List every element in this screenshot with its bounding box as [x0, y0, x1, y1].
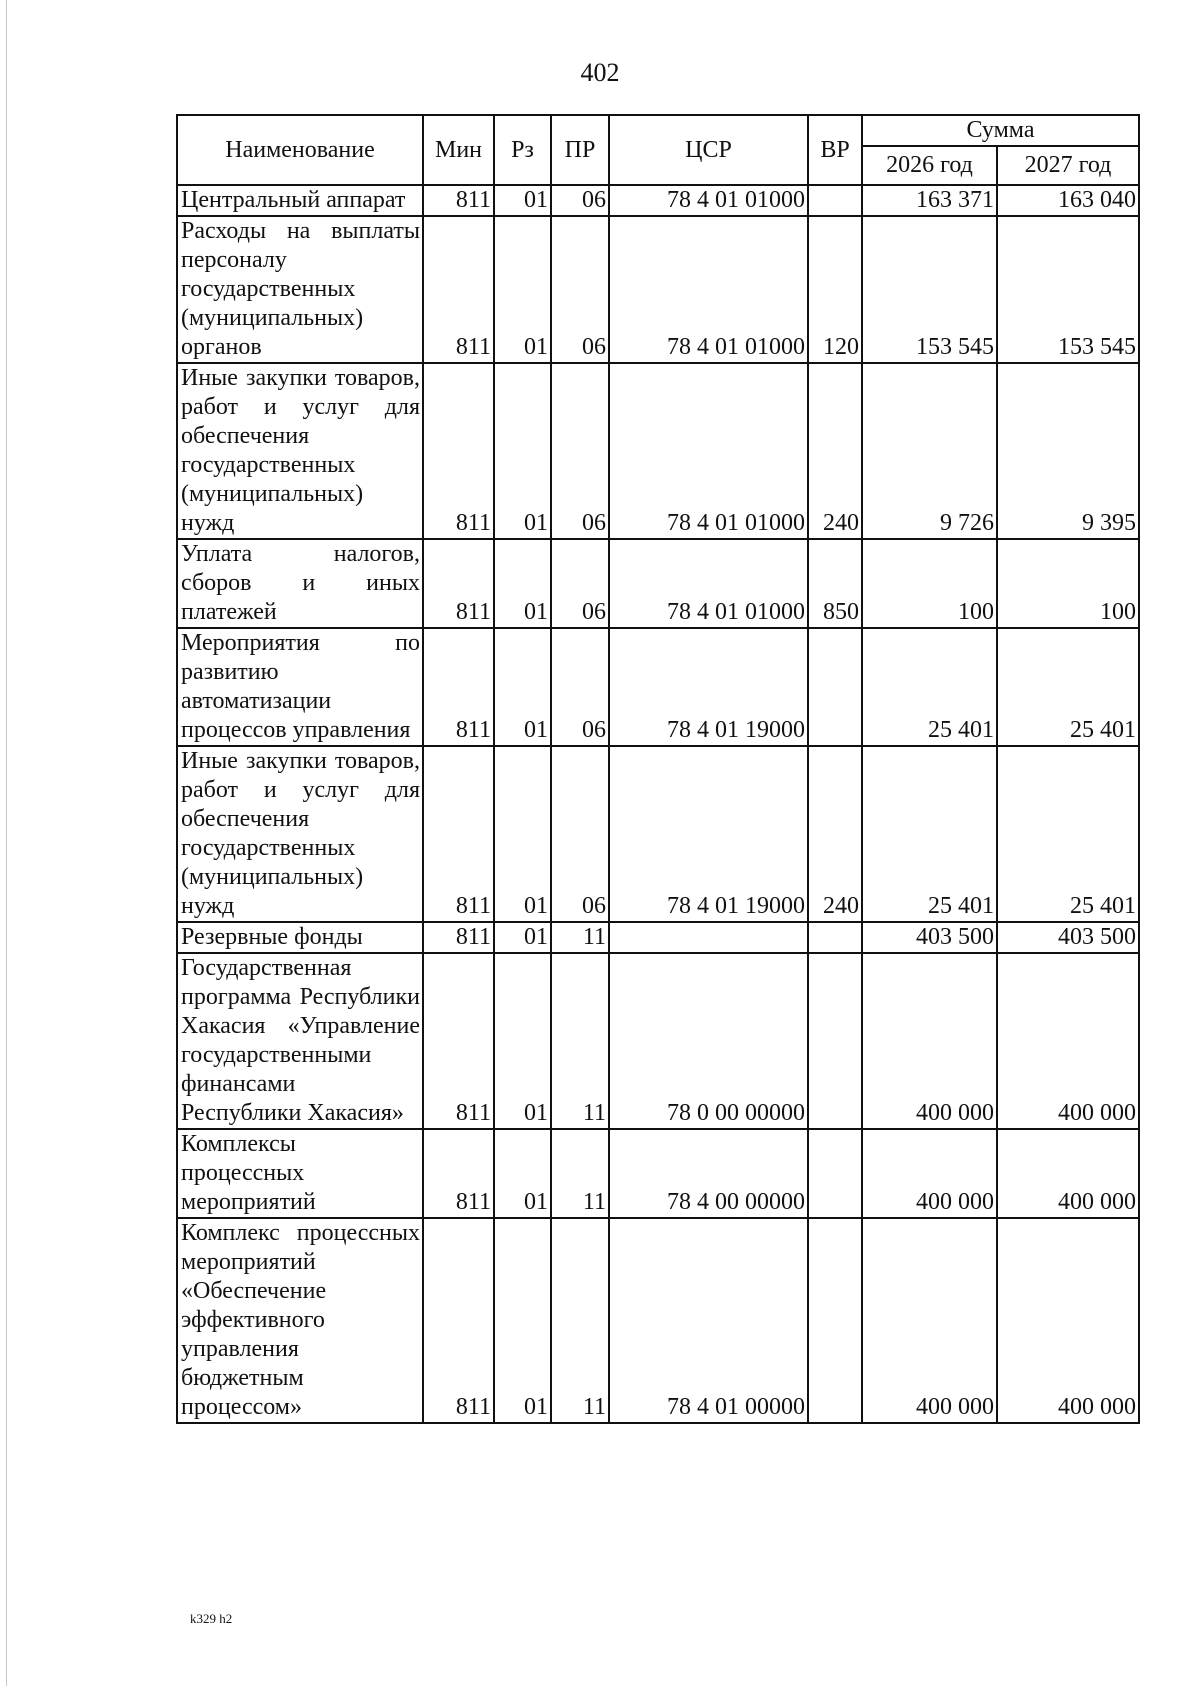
cell-vr: 120 — [808, 216, 862, 363]
cell-name: Мероприятия по развитию автоматизации процессов управления — [177, 628, 423, 746]
cell-name: Иные закупки товаров, работ и услуг для обеспечения государственных (муниципальных) нужд — [177, 746, 423, 922]
table-row — [177, 363, 1139, 539]
cell-sum-2027: 9 395 — [997, 363, 1139, 539]
cell-rz: 01 — [494, 363, 551, 539]
cell-sum-2027: 153 545 — [997, 216, 1139, 363]
cell-csr: 78 0 00 00000 — [609, 953, 808, 1129]
cell-min: 811 — [423, 539, 494, 628]
cell-sum-2026: 400 000 — [862, 1129, 997, 1218]
header-rz: Рз — [494, 115, 551, 185]
cell-rz: 01 — [494, 1218, 551, 1423]
table-row — [177, 628, 1139, 746]
cell-vr — [808, 922, 862, 953]
cell-rz: 01 — [494, 1129, 551, 1218]
cell-sum-2027: 25 401 — [997, 628, 1139, 746]
footer-code: k329 h2 — [190, 1611, 233, 1626]
header-csr: ЦСР — [609, 115, 808, 185]
header-vr: ВР — [808, 115, 862, 185]
cell-rz: 01 — [494, 953, 551, 1129]
cell-min: 811 — [423, 1218, 494, 1423]
cell-vr — [808, 628, 862, 746]
cell-min: 811 — [423, 363, 494, 539]
cell-sum-2026: 100 — [862, 539, 997, 628]
cell-name: Резервные фонды — [177, 922, 423, 953]
cell-min: 811 — [423, 216, 494, 363]
header-year-2027: 2027 год — [997, 146, 1139, 185]
cell-pr: 11 — [551, 922, 609, 953]
cell-name: Иные закупки товаров, работ и услуг для обеспечения государственных (муниципальных) нужд — [177, 363, 423, 539]
cell-csr: 78 4 01 01000 — [609, 185, 808, 216]
header-min: Мин — [423, 115, 494, 185]
cell-sum-2027: 400 000 — [997, 953, 1139, 1129]
cell-rz: 01 — [494, 216, 551, 363]
cell-name: Уплата налогов, сборов и иных платежей — [177, 539, 423, 628]
cell-sum-2026: 163 371 — [862, 185, 997, 216]
cell-sum-2027: 25 401 — [997, 746, 1139, 922]
cell-sum-2027: 163 040 — [997, 185, 1139, 216]
cell-name: Центральный аппарат — [177, 185, 423, 216]
page-number: 402 — [580, 58, 620, 87]
cell-pr: 06 — [551, 216, 609, 363]
cell-vr — [808, 1218, 862, 1423]
table-header — [177, 115, 1139, 185]
cell-sum-2026: 403 500 — [862, 922, 997, 953]
table-row — [177, 185, 1139, 216]
cell-sum-2026: 400 000 — [862, 1218, 997, 1423]
cell-csr: 78 4 00 00000 — [609, 1129, 808, 1218]
cell-csr: 78 4 01 19000 — [609, 746, 808, 922]
cell-min: 811 — [423, 1129, 494, 1218]
table-row — [177, 539, 1139, 628]
cell-csr: 78 4 01 00000 — [609, 1218, 808, 1423]
cell-min: 811 — [423, 953, 494, 1129]
header-name: Наименование — [177, 115, 423, 185]
cell-pr: 06 — [551, 185, 609, 216]
cell-sum-2027: 400 000 — [997, 1218, 1139, 1423]
table-row — [177, 1129, 1139, 1218]
cell-sum-2027: 100 — [997, 539, 1139, 628]
cell-rz: 01 — [494, 922, 551, 953]
cell-pr: 06 — [551, 628, 609, 746]
table-row — [177, 1218, 1139, 1423]
cell-sum-2026: 25 401 — [862, 628, 997, 746]
budget-table — [176, 114, 1140, 1424]
header-pr: ПР — [551, 115, 609, 185]
cell-sum-2026: 400 000 — [862, 953, 997, 1129]
cell-pr: 11 — [551, 953, 609, 1129]
cell-pr: 11 — [551, 1129, 609, 1218]
cell-rz: 01 — [494, 746, 551, 922]
scan-margin-line — [6, 0, 7, 1686]
cell-pr: 06 — [551, 539, 609, 628]
cell-sum-2026: 25 401 — [862, 746, 997, 922]
cell-min: 811 — [423, 185, 494, 216]
cell-sum-2026: 153 545 — [862, 216, 997, 363]
cell-min: 811 — [423, 922, 494, 953]
table-row — [177, 216, 1139, 363]
cell-csr: 78 4 01 19000 — [609, 628, 808, 746]
cell-vr — [808, 185, 862, 216]
cell-name: Расходы на выплаты персоналу государственных (муниципальных) органов — [177, 216, 423, 363]
cell-csr: 78 4 01 01000 — [609, 539, 808, 628]
cell-csr: 78 4 01 01000 — [609, 216, 808, 363]
cell-name: Государственная программа Республики Хакасия «Управление государственными финансами Республики Хакасия» — [177, 953, 423, 1129]
cell-rz: 01 — [494, 628, 551, 746]
cell-vr — [808, 953, 862, 1129]
cell-vr — [808, 1129, 862, 1218]
cell-vr: 850 — [808, 539, 862, 628]
cell-min: 811 — [423, 746, 494, 922]
cell-sum-2027: 400 000 — [997, 1129, 1139, 1218]
cell-csr: 78 4 01 01000 — [609, 363, 808, 539]
cell-vr: 240 — [808, 363, 862, 539]
cell-rz: 01 — [494, 185, 551, 216]
cell-pr: 06 — [551, 746, 609, 922]
cell-csr — [609, 922, 808, 953]
cell-sum-2027: 403 500 — [997, 922, 1139, 953]
table-row — [177, 922, 1139, 953]
table-row — [177, 953, 1139, 1129]
cell-pr: 11 — [551, 1218, 609, 1423]
cell-min: 811 — [423, 628, 494, 746]
header-sum: Сумма — [862, 115, 1139, 146]
table-body — [177, 185, 1139, 1423]
cell-vr: 240 — [808, 746, 862, 922]
cell-sum-2026: 9 726 — [862, 363, 997, 539]
cell-rz: 01 — [494, 539, 551, 628]
cell-pr: 06 — [551, 363, 609, 539]
header-year-2026: 2026 год — [862, 146, 997, 185]
cell-name: Комплекс процессных мероприятий «Обеспечение эффективного управления бюджетным процессом» — [177, 1218, 423, 1423]
table-row — [177, 746, 1139, 922]
cell-name: Комплексы процессных мероприятий — [177, 1129, 423, 1218]
